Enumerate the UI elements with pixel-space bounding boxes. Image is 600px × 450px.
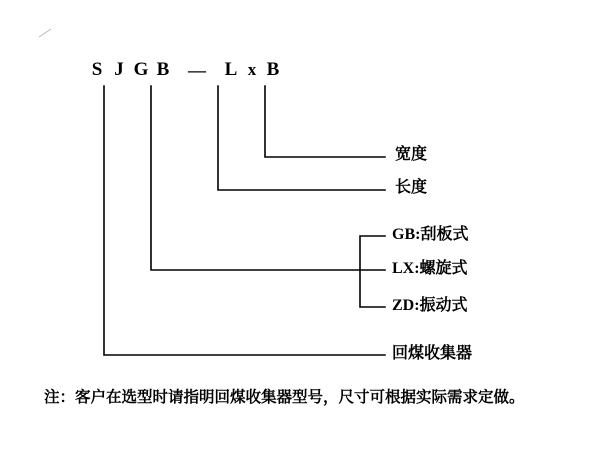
callout-zd: ZD:振动式: [392, 297, 468, 314]
code-segment-x: x: [247, 60, 257, 79]
code-segment-dash: —: [188, 59, 206, 80]
callout-width: 宽度: [395, 146, 428, 163]
leader-line-width: [265, 86, 385, 157]
code-segment-l: L: [224, 59, 238, 80]
diagram-note: 注：客户在选型时请指明回煤收集器型号，尺寸可根据实际需求定做。: [44, 389, 525, 406]
callout-lx: LX:螺旋式: [392, 260, 468, 277]
type-bracket: [360, 236, 385, 307]
leader-line-type: [151, 86, 385, 270]
code-segment-j: J: [114, 59, 124, 80]
code-segment-b2: B: [266, 59, 280, 80]
code-segment-s: S: [91, 59, 103, 80]
callout-base: 回煤收集器: [392, 345, 473, 362]
callout-length: 长度: [395, 179, 428, 196]
code-segment-g: G: [133, 59, 149, 80]
callout-gb: GB:刮板式: [392, 226, 469, 243]
code-segment-b: B: [156, 59, 170, 80]
leader-line-length: [218, 86, 385, 190]
leader-line-base: [104, 86, 385, 355]
